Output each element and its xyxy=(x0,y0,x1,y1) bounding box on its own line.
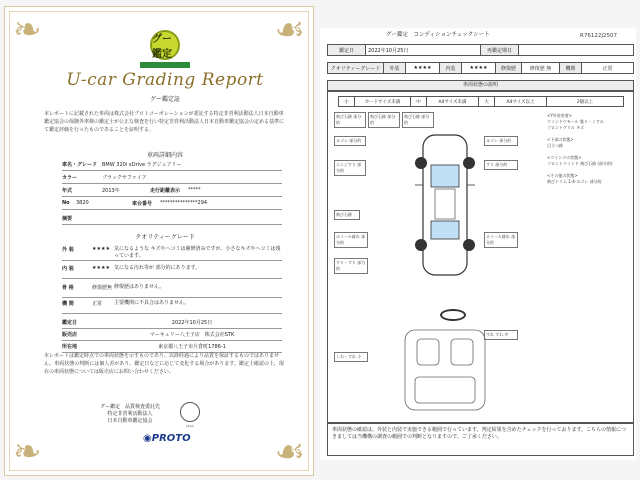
quality-exterior-row xyxy=(62,244,282,261)
vehicle-condition-section-title: 車両状態の説明 xyxy=(327,80,634,91)
grade-value: BMW 320i xDrive ラグジュアリー xyxy=(102,161,182,168)
badge-ribbon xyxy=(140,62,190,68)
inspection-date-label: 鑑定日 xyxy=(62,319,78,326)
color-label: カラー xyxy=(62,174,78,181)
legend-item: カードサイズ未満 xyxy=(355,97,411,106)
side-notes xyxy=(546,112,628,222)
damage-note-text: すり 部分的 xyxy=(486,162,508,167)
corner-ornament-icon: ☙ xyxy=(274,432,305,472)
year-value: 2013年 xyxy=(102,187,120,194)
certificate-subtitle: グー鑑定証 xyxy=(149,96,180,103)
damage-note-text: すれ すれ 中 xyxy=(486,332,509,337)
chassis-value: ***************294 xyxy=(160,200,208,206)
address-value: 東京都八王子市片倉町1786-1 xyxy=(158,343,226,350)
jaai-logo-icon xyxy=(180,402,200,422)
quality-label: 内 装 xyxy=(62,266,74,272)
damage-note xyxy=(334,160,366,176)
color-value: ブラックサファイア xyxy=(102,174,147,181)
address-label: 所在地 xyxy=(62,343,78,350)
number-label: No xyxy=(62,200,70,206)
quality-section-title: クオリティーグレード xyxy=(135,234,195,241)
memo-label: 摘要 xyxy=(62,215,73,222)
sheet-repair-value: 修復歴 無 xyxy=(522,63,560,74)
sheet-cycle-label: 再鑑定期日 xyxy=(481,45,519,56)
damage-note-text: 飛び石跡 部分的 xyxy=(336,114,362,125)
sheet-engine-label: 機関 xyxy=(560,63,582,74)
badge-text: グー鑑定 xyxy=(152,34,172,60)
sheet-int-label: 内装 xyxy=(440,63,462,74)
sheet-engine-value: 正常 xyxy=(582,63,634,74)
car-top-view-icon xyxy=(395,125,495,285)
damage-note xyxy=(334,232,368,248)
vehicle-year-row xyxy=(62,184,282,197)
sheet-date-value: 2022年10月25日 xyxy=(366,45,481,56)
mileage-value: ***** xyxy=(188,187,201,193)
sheet-date-label: 鑑定日 xyxy=(328,45,366,56)
legend-item: A4サイズ以上 xyxy=(495,97,547,106)
quality-label: 機 関 xyxy=(62,301,74,307)
sheet-ext-value: ★★★★ xyxy=(406,63,440,74)
sheet-title: グー鑑定 コンディションチェックシート xyxy=(386,32,490,38)
damage-note-text: 飛び石跡 部分的 xyxy=(370,114,396,125)
inspection-date-value: 2022年10月25日 xyxy=(171,319,213,326)
jaai-logo-text: JAAA xyxy=(186,424,194,428)
damage-note-text: すり・すり 部分的 xyxy=(336,260,366,271)
damage-note-text: しわ・すれ 小 xyxy=(336,354,362,359)
vehicle-memo-row xyxy=(62,212,282,225)
damage-note xyxy=(334,136,366,146)
sheet-reference-number: R76122J2507 xyxy=(580,33,617,39)
shop-value: マーキュリー八王子店 株式会社STK xyxy=(149,331,235,338)
quality-stars: 正常 xyxy=(92,301,103,307)
quality-label: 外 装 xyxy=(62,247,74,253)
proto-logo-text: PROTO xyxy=(151,433,191,444)
quality-stars: ★★★★ xyxy=(92,246,110,252)
quality-text: 修復歴はありません。 xyxy=(114,284,165,290)
damage-note-text: ヨゴレ 部分的 xyxy=(486,138,512,143)
sheet-ext-label: 外装 xyxy=(384,63,406,74)
quality-text: 気になる汚れ等が 部分的にあります。 xyxy=(114,265,201,271)
damage-note-text: 飛び石跡 部分的 xyxy=(404,114,430,125)
proto-logo: ◉PROTO xyxy=(143,433,191,444)
damage-note-text: ホイール跡れ 部分的 xyxy=(336,234,366,245)
corner-ornament-icon: ❧ xyxy=(13,432,42,472)
steering-wheel-icon xyxy=(440,309,466,321)
car-interior-view-icon xyxy=(395,325,495,415)
side-notes-text: <Y外装装着> ウインドウモール 曇り・くすみ フロントグリル キズ <下部の状態> 目立つ跡 <ウインドの状態> フロントウインド 飛び石跡 (部分的) <その他の状態> 飛びトリム 1-4-ヨゴレ 部分的 xyxy=(547,113,613,184)
mileage-label: 走行距離表示 xyxy=(150,187,181,194)
vehicle-grade-row xyxy=(62,158,282,171)
damage-note xyxy=(334,210,360,220)
vehicle-number-row xyxy=(62,197,282,210)
sheet-cycle-value xyxy=(519,45,634,56)
legend-item: 中 xyxy=(411,97,427,106)
sheet-bottom-notice: 車両状態の確認は、外装と内装で実施できる範囲で行っています。判定結果を含めたチェックを行っております。こちらの情報につきましては当機構の調査の範囲での判断となりますので、ご了承ください。 xyxy=(327,423,634,456)
quality-label: 骨 格 xyxy=(62,285,74,291)
number-value: 3820 xyxy=(76,200,89,206)
vehicle-section-title: 車両詳細内容 xyxy=(146,152,183,159)
goo-kantei-badge-icon xyxy=(150,30,180,60)
sheet-quality-label: クオリティーグレード xyxy=(328,63,384,74)
sheet-int-value: ★★★★ xyxy=(462,63,496,74)
organization-text: グー鑑定 品質検査委託先 特定非営利活動法人 日本自動車鑑定協会 xyxy=(99,404,160,424)
grade-label: 車名・グレード xyxy=(62,161,98,168)
sheet-date-table xyxy=(327,44,634,56)
corner-ornament-icon: ❧ xyxy=(13,10,42,50)
certificate-footer-text: 本レポートは鑑定時点での車両状態を示すものであり、以降経過により品質を保証するものではありません。車両状態の判断には個人差があり、鑑定日などに応じて変化する場合があります。鑑定士確認の上、現在の車両状態については販売店にお問い合わせください。 xyxy=(44,353,284,375)
shop-label: 販売店 xyxy=(62,331,78,338)
quality-engine-row xyxy=(62,298,282,314)
quality-interior-row xyxy=(62,263,282,279)
damage-note-text: エンジすり 部分的 xyxy=(336,162,362,173)
damage-note xyxy=(334,352,368,362)
quality-stars: ★★★★ xyxy=(92,265,110,271)
certificate-description: 本レポートに記載された車両は株式会社プロトコーポレーションが委託する特定非営利活動法人日本自動車鑑定協会の保険外車検の鑑定士が公正な検査を行い特定非営利活動法人日本自動車鑑定協会の定める基準にて鑑定評価を行ったものであることを証明する。 xyxy=(44,111,285,133)
chassis-label: 車台番号 xyxy=(132,200,153,207)
damage-note-text: ホイール跡れ 部分的 xyxy=(486,234,516,245)
sheet-quality-table xyxy=(327,62,634,74)
vehicle-color-row xyxy=(62,171,282,184)
certificate-title: U-car Grading Report xyxy=(66,70,264,90)
damage-note-text: ヨゴレ 部分的 xyxy=(336,138,362,143)
damage-size-legend xyxy=(338,96,624,107)
quality-text: 主要機関に不具合はありません。 xyxy=(114,300,190,306)
year-label: 年式 xyxy=(62,187,73,194)
legend-item: 2個以上 xyxy=(576,99,594,105)
damage-note-text: 飛び石跡 xyxy=(336,212,352,217)
quality-text: 気になるような キズやヘコミは補修済みですが、小さなキズやヘコミは残っています。 xyxy=(114,246,281,259)
quality-stars: 修復歴無 xyxy=(92,285,113,291)
quality-frame-row xyxy=(62,282,282,298)
damage-note xyxy=(334,258,368,274)
legend-item: 小 xyxy=(339,97,355,106)
sheet-repair-label: 修復歴 xyxy=(496,63,522,74)
legend-item: 大 xyxy=(479,97,495,106)
damage-note xyxy=(334,112,366,128)
corner-ornament-icon: ☙ xyxy=(274,10,305,50)
legend-item: A4サイズ未満 xyxy=(427,97,479,106)
